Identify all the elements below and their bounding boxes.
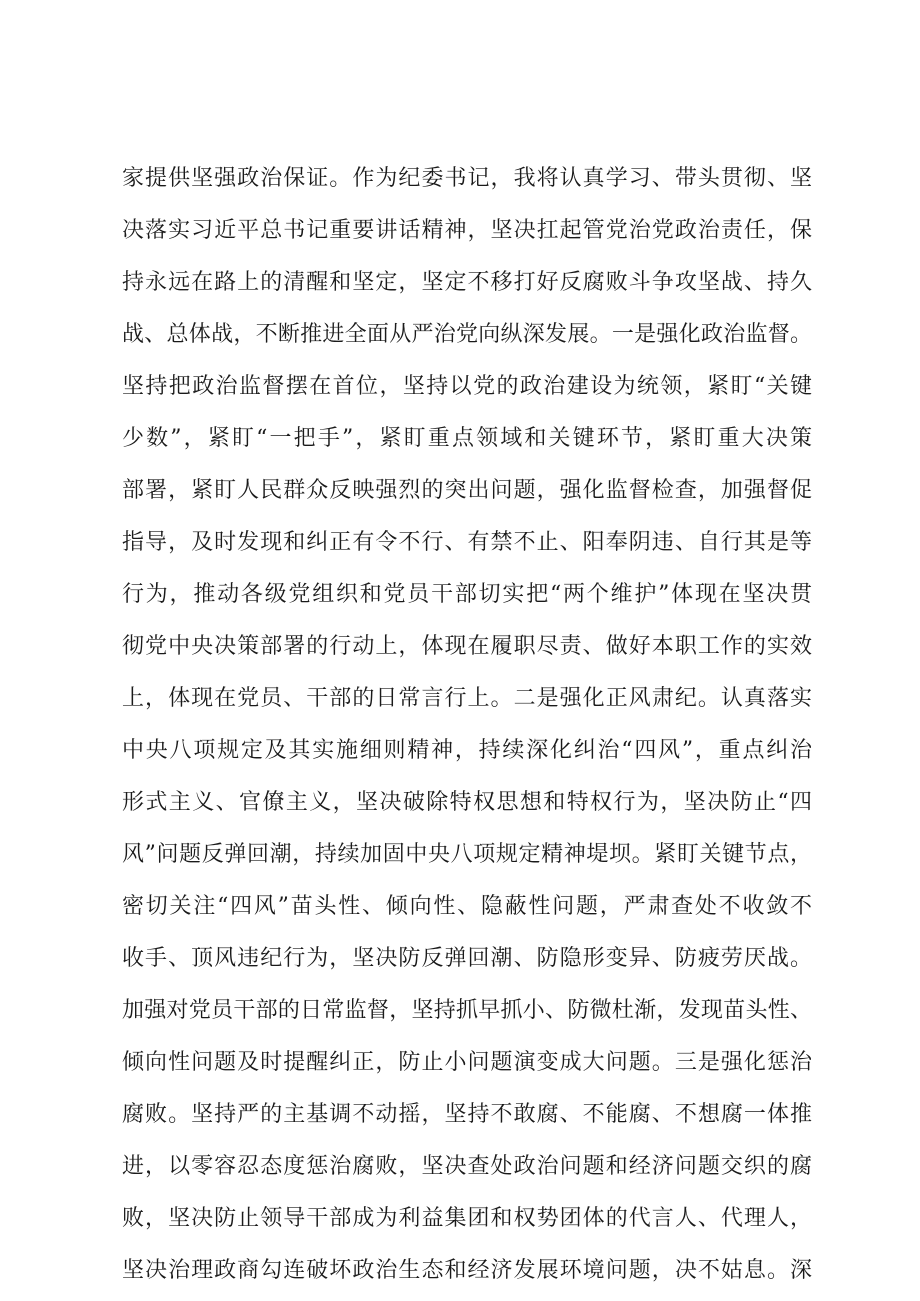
text-line: 战、总体战，不断推进全面从严治党向纵深发展。一是强化政治监督。	[122, 322, 812, 347]
text-line: 败，坚决防止领导干部成为利益集团和权势团体的代言人、代理人，	[122, 1206, 812, 1231]
text-line: 指导，及时发现和纠正有令不行、有禁不止、阳奉阴违、自行其是等	[122, 530, 812, 555]
text-line: 彻党中央决策部署的行动上，体现在履职尽责、做好本职工作的实效	[122, 634, 812, 659]
text-line: 腐败。坚持严的主基调不动摇，坚持不敢腐、不能腐、不想腐一体推	[122, 1102, 812, 1127]
text-line: 决落实习近平总书记重要讲话精神，坚决扛起管党治党政治责任，保	[122, 218, 812, 243]
body-paragraph	[122, 153, 812, 1297]
text-line: 中央八项规定及其实施细则精神，持续深化纠治“四风”，重点纠治	[122, 738, 812, 763]
text-line: 密切关注“四风”苗头性、倾向性、隐蔽性问题，严肃查处不收敛不	[122, 894, 812, 919]
text-line: 少数”，紧盯“一把手”，紧盯重点领域和关键环节，紧盯重大决策	[122, 426, 812, 451]
text-line: 形式主义、官僚主义，坚决破除特权思想和特权行为，坚决防止“四	[122, 790, 812, 815]
text-line: 家提供坚强政治保证。作为纪委书记，我将认真学习、带头贯彻、坚	[122, 166, 812, 191]
text-line: 收手、顶风违纪行为，坚决防反弹回潮、防隐形变异、防疲劳厌战。	[122, 946, 812, 971]
text-line: 风”问题反弹回潮，持续加固中央八项规定精神堤坝。紧盯关键节点，	[122, 842, 812, 867]
text-line: 坚持把政治监督摆在首位，坚持以党的政治建设为统领，紧盯“关键	[122, 374, 812, 399]
text-line: 上，体现在党员、干部的日常言行上。二是强化正风肃纪。认真落实	[122, 686, 812, 711]
text-line: 倾向性问题及时提醒纠正，防止小问题演变成大问题。三是强化惩治	[122, 1050, 812, 1075]
text-line: 持永远在路上的清醒和坚定，坚定不移打好反腐败斗争攻坚战、持久	[122, 270, 812, 295]
text-line: 行为，推动各级党组织和党员干部切实把“两个维护”体现在坚决贯	[122, 582, 812, 607]
text-line: 部署，紧盯人民群众反映强烈的突出问题，强化监督检查，加强督促	[122, 478, 812, 503]
text-line: 进，以零容忍态度惩治腐败，坚决查处政治问题和经济问题交织的腐	[122, 1154, 812, 1179]
text-line: 加强对党员干部的日常监督，坚持抓早抓小、防微杜渐，发现苗头性、	[122, 998, 812, 1023]
text-line: 坚决治理政商勾连破坏政治生态和经济发展环境问题，决不姑息。深	[122, 1258, 812, 1283]
